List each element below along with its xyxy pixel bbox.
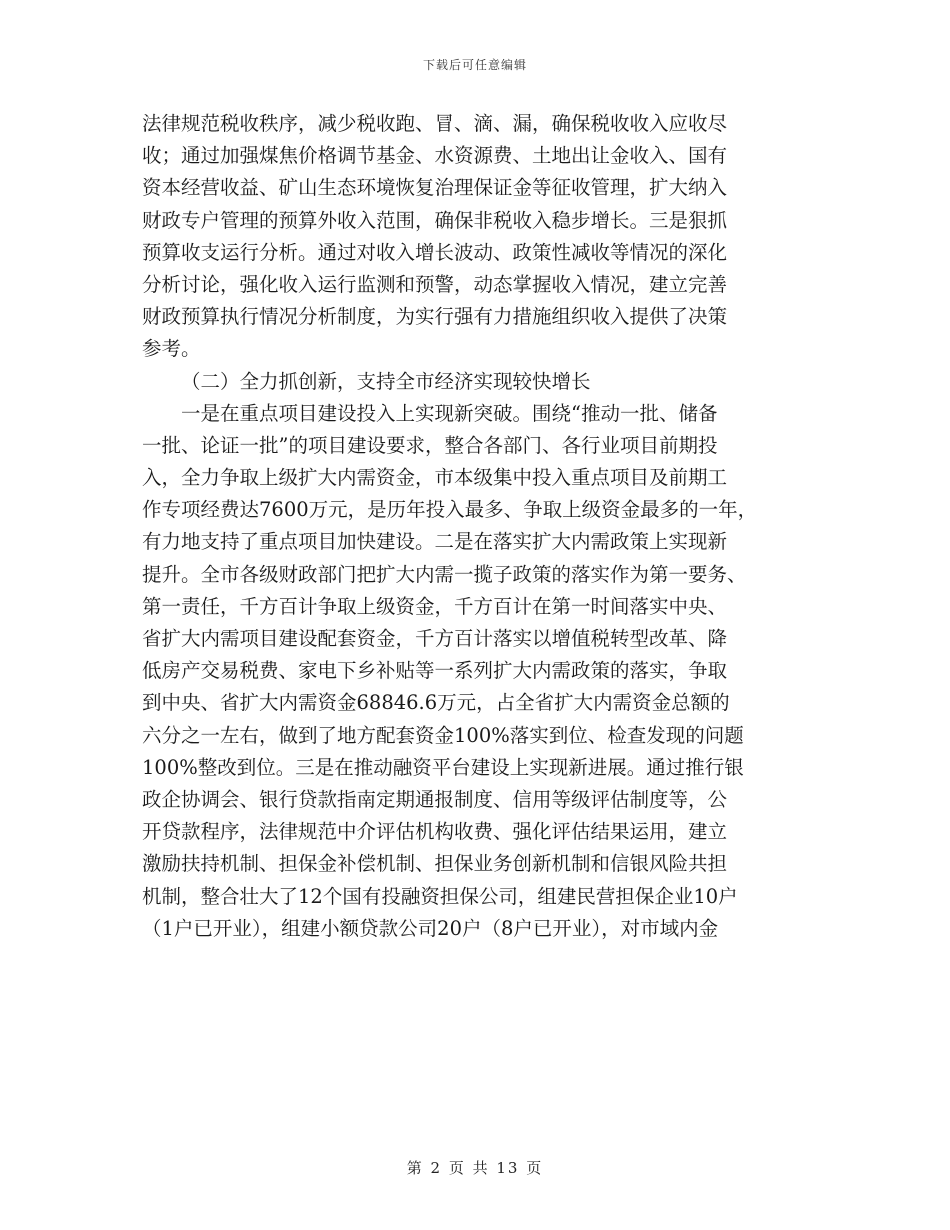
body-line: 参考。 bbox=[142, 337, 201, 361]
body-line: 省扩大内需项目建设配套资金，千方百计落实以增值税转型改革、降 bbox=[142, 627, 728, 650]
body-line: 100%整改到位。三是在推动融资平台建设上实现新进展。通过推行银 bbox=[142, 755, 744, 779]
body-line: （1户已开业），组建小额贷款公司20户（8户已开业），对市域内金 bbox=[142, 916, 719, 940]
body-line: 有力地支持了重点项目加快建设。二是在落实扩大内需政策上实现新 bbox=[142, 530, 728, 554]
paragraph-first-line: 一是在重点项目建设投入上实现新突破。围绕“推动一批、储备 bbox=[181, 401, 718, 425]
section-heading: （二）全力抓创新，支持全市经济实现较快增长 bbox=[181, 369, 591, 393]
body-line: 法律规范税收秩序，减少税收跑、冒、滴、漏，确保税收收入应收尽 bbox=[142, 112, 728, 135]
body-line: 激励扶持机制、担保金补偿机制、担保业务创新机制和信银风险共担 bbox=[142, 852, 728, 876]
body-line: 一批、论证一批”的项目建设要求，整合各部门、各行业项目前期投 bbox=[142, 433, 718, 457]
body-line: 开贷款程序，法律规范中介评估机构收费、强化评估结果运用，建立 bbox=[142, 820, 728, 844]
body-line: 作专项经费达7600万元，是历年投入最多、争取上级资金最多的一年， bbox=[142, 498, 758, 522]
document-body bbox=[142, 108, 812, 945]
body-line: 六分之一左右，做到了地方配套资金100%落实到位、检查发现的问题 bbox=[142, 723, 744, 747]
body-line: 机制，整合壮大了12个国有投融资担保公司，组建民营担保企业10户 bbox=[142, 884, 738, 908]
body-line: 到中央、省扩大内需资金68846.6万元，占全省扩大内需资金总额的 bbox=[142, 691, 730, 715]
body-line: 预算收支运行分析。通过对收入增长波动、政策性减收等情况的深化 bbox=[142, 240, 728, 264]
body-line: 分析讨论，强化收入运行监测和预警，动态掌握收入情况，建立完善 bbox=[142, 272, 728, 296]
body-line: 收；通过加强煤焦价格调节基金、水资源费、土地出让金收入、国有 bbox=[142, 144, 728, 168]
page-number: 第 2 页 共 13 页 bbox=[406, 1159, 544, 1177]
body-line: 资本经营收益、矿山生态环境恢复治理保证金等征收管理，扩大纳入 bbox=[142, 176, 728, 200]
body-line: 政企协调会、银行贷款指南定期通报制度、信用等级评估制度等，公 bbox=[142, 787, 728, 811]
body-line: 入，全力争取上级扩大内需资金，市本级集中投入重点项目及前期工 bbox=[142, 466, 728, 490]
page-header-note: 下载后可任意编辑 bbox=[422, 58, 527, 72]
body-line: 低房产交易税费、家电下乡补贴等一系列扩大内需政策的落实，争取 bbox=[142, 659, 728, 683]
body-line: 财政专户管理的预算外收入范围，确保非税收入稳步增长。三是狠抓 bbox=[142, 208, 728, 232]
body-line: 提升。全市各级财政部门把扩大内需一揽子政策的落实作为第一要务、 bbox=[142, 562, 747, 586]
body-line: 第一责任，千方百计争取上级资金，千方百计在第一时间落实中央、 bbox=[142, 594, 728, 618]
body-line: 财政预算执行情况分析制度，为实行强有力措施组织收入提供了决策 bbox=[142, 305, 728, 329]
